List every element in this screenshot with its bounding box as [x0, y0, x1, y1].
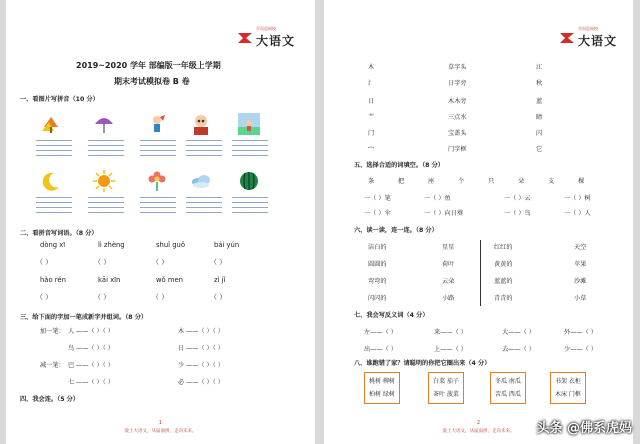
word-box-line: 白菜 茄子: [433, 378, 459, 385]
char-item: 蓝: [536, 98, 543, 105]
char-item: 江: [536, 64, 543, 71]
answer-blank[interactable]: ——（ ）（ ）: [186, 328, 224, 335]
answer-blank[interactable]: （ ）: [36, 293, 53, 301]
word-box-line: 冬瓜 南瓜: [495, 378, 521, 385]
answer-blank[interactable]: （ ）: [152, 293, 169, 301]
char-item: 鸟: [68, 345, 75, 352]
section-4-heading: 四、我会连。（5 分）: [20, 396, 80, 403]
radical-name: 日字旁: [448, 80, 467, 87]
word-box-line: 茶叶 菠菜: [433, 391, 459, 398]
measure-word: 把: [398, 178, 405, 185]
pinyin-item: zì jǐ: [214, 276, 226, 284]
writing-lines: [36, 140, 72, 160]
char-item: 日: [178, 345, 185, 352]
radical-name: 木木旁: [448, 98, 467, 105]
section-5-heading: 五、选择合适的词填空。（8 分）: [354, 162, 444, 169]
answer-blank[interactable]: （ ）: [152, 258, 169, 266]
section-6-heading: 六、读一读，连一连。（8 分）: [354, 227, 438, 234]
divider: [480, 240, 481, 306]
pinyin-item: wǒ men: [156, 276, 183, 284]
word-box[interactable]: [550, 372, 586, 404]
word-box-line: 木床 门框: [555, 391, 581, 398]
match-item: 黄黄的: [494, 261, 513, 268]
radical-item: 木: [368, 64, 375, 71]
match-item: 天空: [574, 244, 587, 251]
char-item: 巴: [68, 362, 75, 369]
measure-word: 棵: [578, 178, 585, 185]
writing-lines: [232, 140, 268, 160]
section-7-heading: 七、我会写反义词（4 分）: [354, 312, 429, 319]
writing-lines: [140, 197, 176, 217]
char-item: 必: [178, 379, 185, 386]
writing-lines: [36, 197, 72, 217]
answer-blank[interactable]: （ ）: [210, 293, 227, 301]
logo-mark-icon: [560, 31, 576, 45]
fill-blank-item[interactable]: 一（ ）伞: [364, 210, 391, 217]
match-item: 弯弯的: [368, 278, 387, 285]
writing-lines: [140, 140, 176, 160]
match-item: 苹果: [574, 261, 587, 268]
word-box-line: 柏树 绿树: [369, 391, 395, 398]
flower-icon: [146, 170, 168, 192]
logo: [238, 22, 306, 52]
section-1-heading: 一、看图片写拼音（10 分）: [20, 96, 99, 103]
radical-item: 艹: [368, 114, 375, 121]
answer-blank[interactable]: ——（ ）（ ）: [76, 328, 114, 335]
char-item: 人: [68, 328, 75, 335]
fill-blank-item[interactable]: 一（ ）鸟: [504, 210, 531, 217]
pinyin-item: lì zhèng: [98, 241, 125, 249]
match-item: 青青的: [494, 295, 513, 302]
radical-name: 宝盖头: [448, 130, 467, 137]
word-box-line: 桃树 柳树: [369, 378, 395, 385]
pinyin-item: hǎo rén: [40, 276, 66, 284]
cloud-icon: [190, 170, 212, 192]
char-item: 木: [178, 328, 185, 335]
page-1: [6, 0, 315, 444]
girl-scene-icon: [238, 113, 260, 135]
logo-slogan: 学而思网校: [256, 26, 276, 31]
measure-word: 条: [368, 178, 375, 185]
page-footer: 爱上大语文，从届面拼，走向未来。: [124, 429, 197, 434]
antonym-item[interactable]: 上——（ ）: [434, 346, 467, 353]
logo-brand: 大语文: [256, 34, 296, 48]
fill-blank-item[interactable]: 一（ ）云: [504, 195, 531, 202]
answer-blank[interactable]: ——（ ）（ ）: [76, 362, 114, 369]
antonym-item[interactable]: 左——（ ）: [364, 329, 397, 336]
match-item: 圆圆的: [368, 261, 387, 268]
answer-blank[interactable]: （ ）: [94, 258, 111, 266]
watermelon-icon: [238, 170, 260, 192]
antonym-item[interactable]: 出——（ ）: [364, 346, 397, 353]
radical-item: 门: [368, 130, 375, 137]
exam-title: 2019~2020 学年 部编版一年级上学期: [76, 61, 221, 70]
match-item: 云朵: [442, 278, 455, 285]
antonym-item[interactable]: 外——（ ）: [564, 329, 597, 336]
answer-blank[interactable]: ——（ ）（ ）: [186, 362, 224, 369]
measure-word: 支: [548, 178, 555, 185]
page-footer: 爱上大语文，从届面拼，走向未来。: [442, 429, 515, 434]
radical-item: 宀: [368, 146, 375, 153]
radical-name: 三点水: [448, 114, 467, 121]
add-stroke-label: 加一笔：: [40, 328, 65, 335]
answer-blank[interactable]: （ ）: [94, 293, 111, 301]
antonym-item[interactable]: 去——（ ）: [502, 346, 535, 353]
writing-lines: [186, 197, 222, 217]
measure-word: 座: [428, 178, 435, 185]
measure-word: 个: [458, 178, 465, 185]
answer-blank[interactable]: ——（ ）（ ）: [186, 379, 224, 386]
word-box[interactable]: [490, 372, 526, 404]
answer-blank[interactable]: ——（ ）（ ）: [76, 379, 114, 386]
pinyin-item: kāi xīn: [98, 276, 121, 284]
char-item: 它: [536, 146, 543, 153]
match-item: 小草: [574, 295, 587, 302]
umbrella-icon: [93, 113, 115, 135]
antonym-item[interactable]: 大——（ ）: [502, 329, 535, 336]
fill-blank-item[interactable]: 一（ ）人: [564, 210, 591, 217]
pinyin-item: bái yún: [214, 241, 240, 249]
sun-icon: [93, 170, 115, 192]
word-box[interactable]: [364, 372, 400, 404]
logo: [560, 22, 628, 52]
answer-blank[interactable]: ——（ ）（ ）: [76, 345, 114, 352]
measure-word: 只: [488, 178, 495, 185]
radical-name: 门字框: [448, 146, 467, 153]
match-item: 蓝蓝的: [494, 278, 513, 285]
word-box[interactable]: [428, 372, 464, 404]
word-box-line: 书架 衣柜: [555, 378, 581, 385]
logo-mark-icon: [238, 31, 254, 45]
remove-stroke-label: 减一笔：: [40, 362, 65, 369]
fill-blank-item[interactable]: 一（ ）向日葵: [424, 210, 464, 217]
moon-icon: [40, 170, 62, 192]
char-item: 少: [178, 362, 185, 369]
match-item: 红红的: [494, 244, 513, 251]
child-kite-icon: [146, 113, 168, 135]
watermark: 头条 @佛系虎妈: [536, 421, 632, 436]
page-number: 1: [158, 420, 163, 426]
antonym-item[interactable]: 少——（ ）: [564, 346, 597, 353]
section-2-heading: 二、看拼音写词语。（8 分）: [20, 230, 98, 237]
match-item: 荷叶: [442, 261, 455, 268]
pinyin-item: shuǐ guǒ: [156, 241, 185, 249]
char-item: 闪: [536, 130, 543, 137]
radical-name: 草字头: [448, 64, 467, 71]
exam-subtitle: 期末考试模拟卷 B 卷: [114, 77, 190, 86]
page-number: 2: [476, 420, 481, 426]
answer-blank[interactable]: （ ）: [210, 258, 227, 266]
answer-blank[interactable]: （ ）: [36, 258, 53, 266]
writing-lines: [88, 197, 124, 217]
word-box-line: 苦瓜 西瓜: [495, 391, 521, 398]
autumn-leaves-icon: [40, 113, 62, 135]
fill-blank-item[interactable]: 一（ ）笔: [364, 195, 391, 202]
measure-word: 朵: [518, 178, 525, 185]
section-3-heading: 三、给下面的字加一笔成新字并组词。（8 分）: [20, 314, 148, 321]
radical-item: 日: [368, 98, 375, 105]
answer-blank[interactable]: ——（ ）（ ）: [186, 345, 224, 352]
grandpa-icon: [190, 113, 212, 135]
match-item: 小路: [442, 295, 455, 302]
writing-lines: [88, 140, 124, 160]
radical-item: 氵: [368, 80, 375, 87]
match-item: 星星: [442, 244, 455, 251]
match-item: 闪闪的: [368, 295, 387, 302]
fill-blank-item[interactable]: 一（ ）树: [564, 195, 591, 202]
char-item: 秋: [536, 80, 543, 87]
match-item: 洁白的: [368, 244, 387, 251]
page-2: [324, 0, 633, 444]
antonym-item[interactable]: 来——（ ）: [434, 329, 467, 336]
match-item: 沙滩: [574, 278, 587, 285]
char-item: 七: [68, 379, 75, 386]
char-item: 睛: [536, 114, 543, 121]
writing-lines: [186, 140, 222, 160]
logo-brand: 大语文: [578, 34, 618, 48]
logo-slogan: 学而思网校: [578, 26, 598, 31]
section-8-heading: 八、谁跑错了家？请聪明的你把它圈出来（4 分）: [354, 360, 491, 367]
fill-blank-item[interactable]: 一（ ）鱼: [424, 195, 451, 202]
pinyin-item: dòng xī: [40, 241, 66, 249]
writing-lines: [232, 197, 268, 217]
